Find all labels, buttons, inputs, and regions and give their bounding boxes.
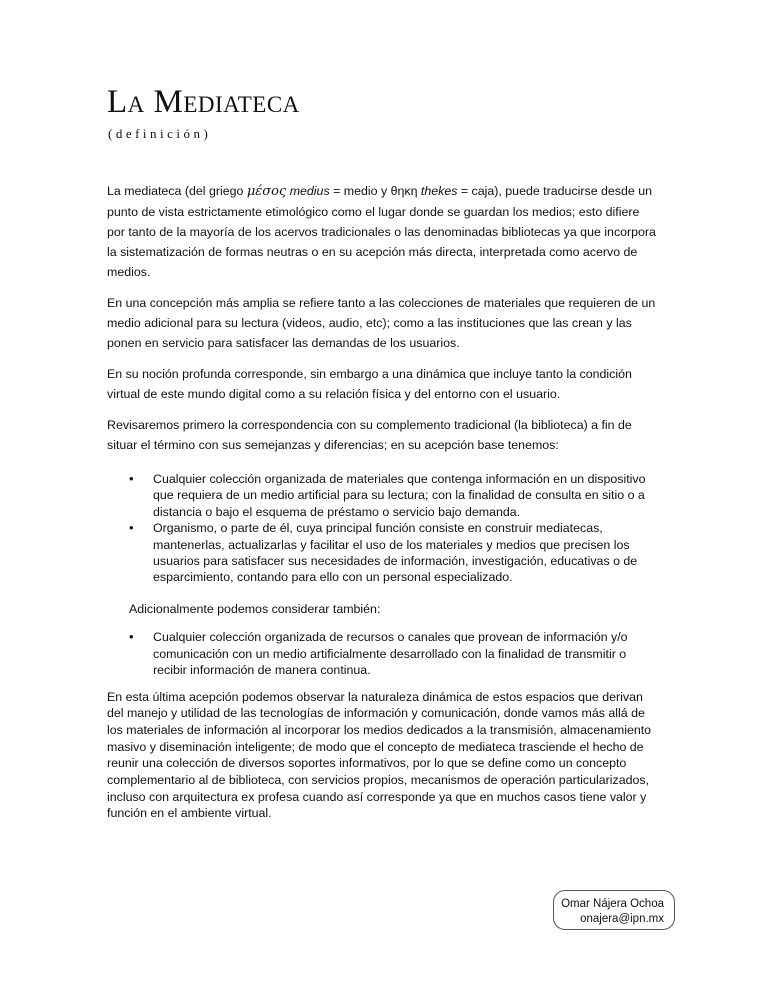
intro-term: La mediateca (107, 184, 182, 198)
latin-word-medius: medius (286, 184, 330, 198)
signature-box (553, 890, 675, 930)
list-item: • Cualquier colección organizada de materiales que contenga información en un dispositivo que requiera de un medio artificial para su lectura; con la finalidad de consulta en sitio o a distancia o bajo el esquema de préstamo o servicio bajo demanda. (107, 471, 659, 520)
document-title: La Mediateca (107, 84, 300, 120)
document-body (107, 181, 659, 833)
primary-definitions-list (107, 471, 659, 586)
intro-part-2: = medio y (329, 184, 391, 198)
author-name: Omar Nájera Ochoa (561, 898, 664, 910)
paragraph-deep-notion: En su noción profunda corresponde, sin embargo a una dinámica que incluye tanto la condición virtual de este mundo digital como a su relación física y del entorno con el usuario. (107, 367, 632, 401)
author-email: onajera@ipn.mx (580, 913, 664, 925)
document-subtitle: (definición) (108, 126, 212, 141)
closing-paragraph: En esta última acepción podemos observar la naturaleza dinámica de estos espacios que derivan del manejo y utilidad de las tecnologías de información y comunicación, donde vamos más allá de los materiales de información al incorporar los medios dedicados a la transmisión, almacenamiento masivo y diseminación inteligente; de modo que el concepto de mediateca trasciende el hecho de reunir una colección de diversos soportes informativos, por lo que se define como un concepto complementario al de biblioteca, con servicios propios, mecanismos de operación particularizados, incluso con arquitectura ex profesa cuando así corresponde ya que en muchos casos tiene valor y función en el ambiente virtual. (107, 689, 652, 821)
intro-part-3: = caja), puede traducirse desde un punto de vista estrictamente etimológico como el lugar donde se guardan los medios; esto difiere por tanto de la mayoría de los acervos tradicionales o las denominadas bibliotecas ya que incorpora la sistematización de formas neutras o en su acepción más directa, interpretada como acervo de medios. (107, 184, 656, 279)
additional-intro: Adicionalmente podemos considerar también: (129, 601, 381, 616)
list-item: • Organismo, o parte de él, cuya principal función consiste en construir mediatecas, mantenerlas, actualizarlas y facilitar el uso de los materiales y medios que precisen los usuarios para satisfacer sus necesidades de información, investigación, educativas o de esparcimiento, contando para ello con un personal especializado. (107, 520, 659, 586)
paragraph-broad-concept: En una concepción más amplia se refiere tanto a las colecciones de materiales que requieren de un medio adicional para su lectura (videos, audio, etc); como a las instituciones que las crean y las ponen en servicio para satisfacer las demandas de los usuarios. (107, 296, 656, 350)
additional-definitions-list (107, 629, 659, 678)
intro-part-1: (del griego (181, 184, 247, 198)
greek-word-theke: θηκη (390, 184, 418, 198)
latin-word-thekes: thekes (417, 184, 458, 198)
intro-paragraph (107, 181, 659, 282)
list-item: • Cualquier colección organizada de recursos o canales que provean de información y/o comunicación con un medio artificialmente desarrollado con la finalidad de transmitir o recibir información de manera continua. (107, 629, 659, 678)
greek-word-mesos: μέσος (246, 184, 287, 199)
paragraph-review: Revisaremos primero la correspondencia con su complemento tradicional (la biblioteca) a fin de situar el término con sus semejanzas y diferencias; en su acepción base tenemos: (107, 418, 632, 452)
